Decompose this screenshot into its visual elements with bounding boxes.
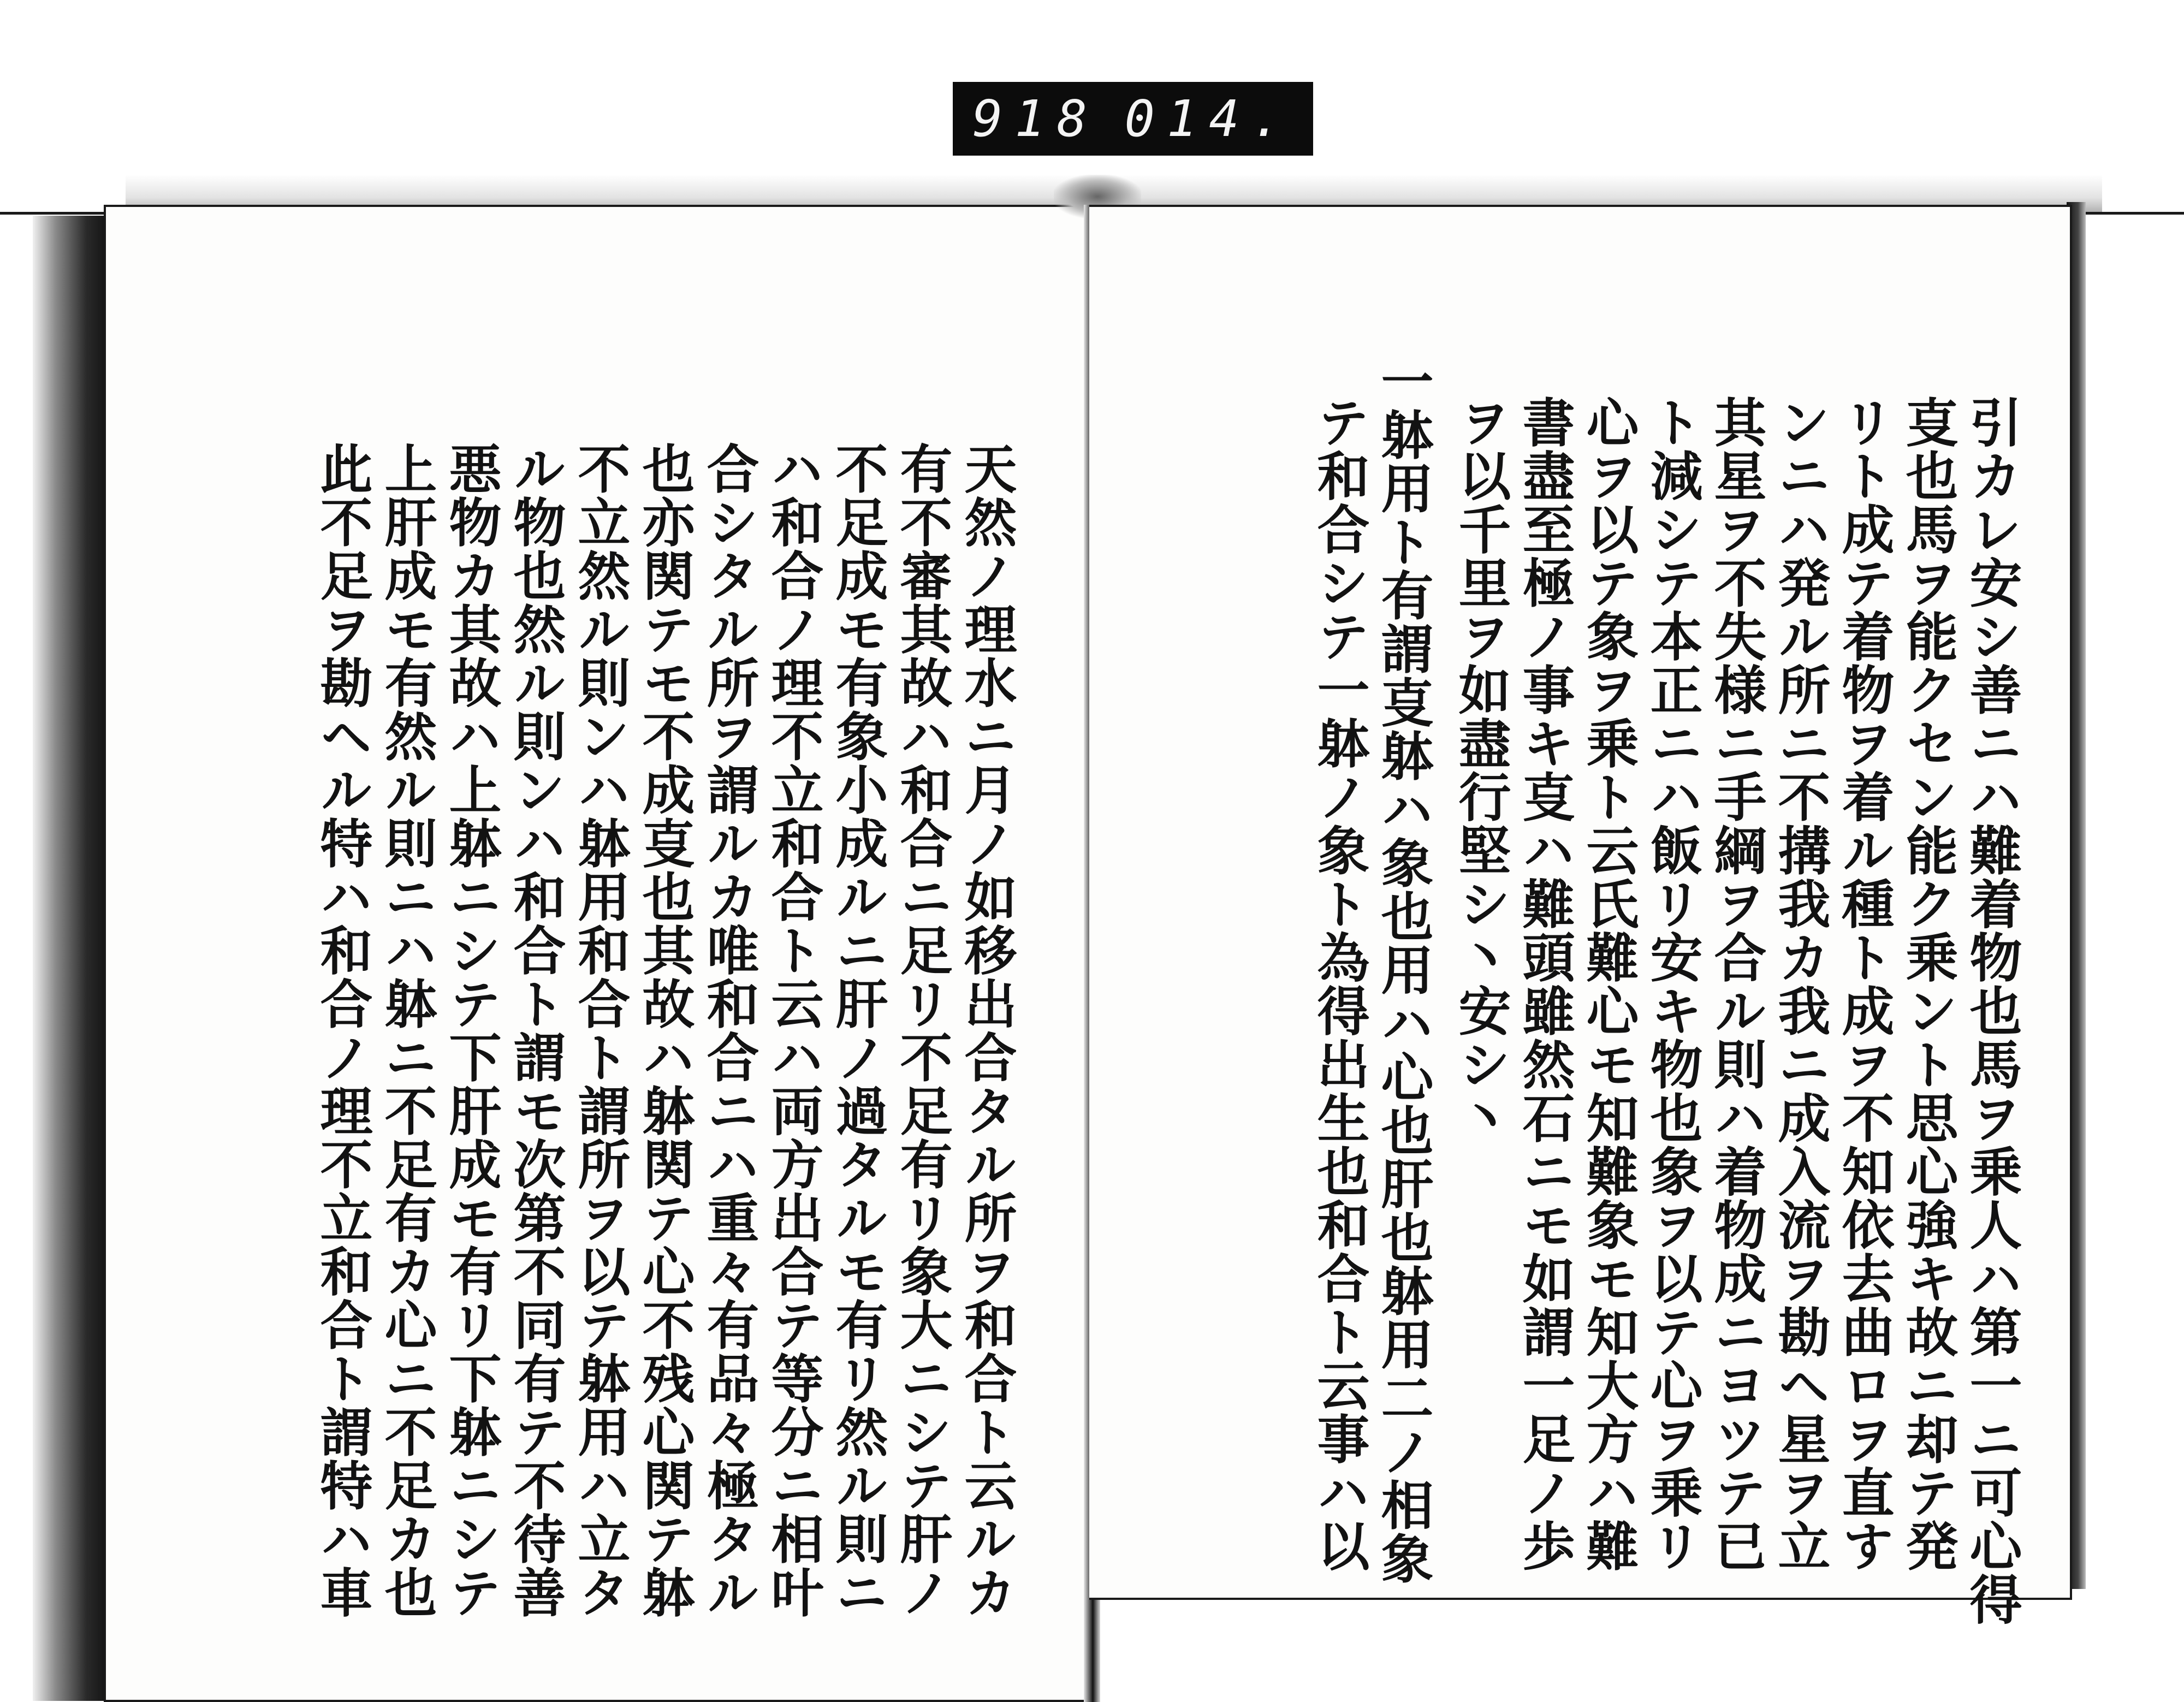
right-column-6: ト減シテ本正ニハ飯リ安キ物也象ヲ以テ心ヲ乗リ	[1642, 395, 1704, 1573]
left-column-11: 此不足ヲ勘ヘル特ハ和合ノ理不立和合ト謂特ハ車	[312, 442, 373, 1619]
left-column-7: 不立然ル則ンハ躰用和合ト謂所ヲ以テ躰用ハ立タ	[569, 442, 631, 1619]
left-column-6: 也亦関テモ不成㕝也其故ハ躰関テ心不残心関テ躰	[634, 442, 696, 1619]
left-column-10: 上肝成モ有然ル則ニハ躰ニ不足有カ心ニ不足カ也	[376, 442, 438, 1619]
left-column-4: ハ和合ノ理不立和合ト云ハ両方出合テ等分ニ相叶	[763, 442, 824, 1619]
right-column-4: ンニハ発ル所ニ不搆我カ我ニ成入流ヲ勘ヘ星ヲ立	[1770, 395, 1831, 1573]
frame-number-right: 014.	[1124, 90, 1293, 148]
film-frame-label	[953, 82, 1313, 156]
book-edge-left	[33, 216, 109, 1701]
right-column-11: テ和合シテ一躰ノ象ト為得出生也和合ト云事ハ以	[1309, 395, 1370, 1573]
left-column-2: 有不審其故ハ和合ニ足リ不足有リ象大ニシテ肝ノ	[892, 442, 953, 1619]
right-column-7: 心ヲ以テ象ヲ乗ト云氏難心モ知難象モ知大方ハ難	[1578, 395, 1640, 1573]
right-column-5: 其星ヲ不失様ニ手綱ヲ合ル則ハ着物成ニヨツテ已	[1706, 395, 1767, 1573]
left-column-9: 悪物カ其故ハ上躰ニシテ下肝成モ有リ下躰ニシテ	[441, 442, 502, 1619]
frame-number-left: 918	[972, 90, 1100, 148]
left-column-1: 天然ノ理水ニ月ノ如移出合タル所ヲ和合ト云ルカ	[956, 442, 1018, 1619]
right-column-3: リト成テ着物ヲ着ル種ト成ヲ不知依去曲ロヲ直す	[1833, 395, 1895, 1573]
left-column-8: ル物也然ル則ンハ和合ト謂モ次第不同有テ不待善	[505, 442, 567, 1619]
right-column-2: 㕝也馬ヲ能クセン能ク乗ント思心強キ故ニ却テ発	[1897, 395, 1959, 1573]
left-column-3: 不足成モ有象小成ルニ肝ノ過タルモ有リ然ル則ニ	[827, 442, 889, 1619]
right-column-9: ヲ以千里ヲ如盡行堅シ丶安シ丶	[1450, 395, 1512, 1144]
left-column-5: 合シタル所ヲ謂ルカ唯和合ニハ重々有品々極タル	[698, 442, 760, 1619]
right-column-10: 一躰用ト有謂㕝躰ハ象也用ハ心也肝也躰用二ノ相象	[1373, 354, 1434, 1585]
right-page	[1089, 205, 2072, 1626]
right-column-8: 書盡至極ノ事キ㕝ハ難頭雖然石ニモ如謂一足ノ歩	[1514, 395, 1576, 1573]
left-page	[104, 205, 1092, 1702]
right-column-1: 引カレ安シ善ニハ難着物也馬ヲ乗人ハ第一ニ可心得	[1961, 395, 2023, 1626]
